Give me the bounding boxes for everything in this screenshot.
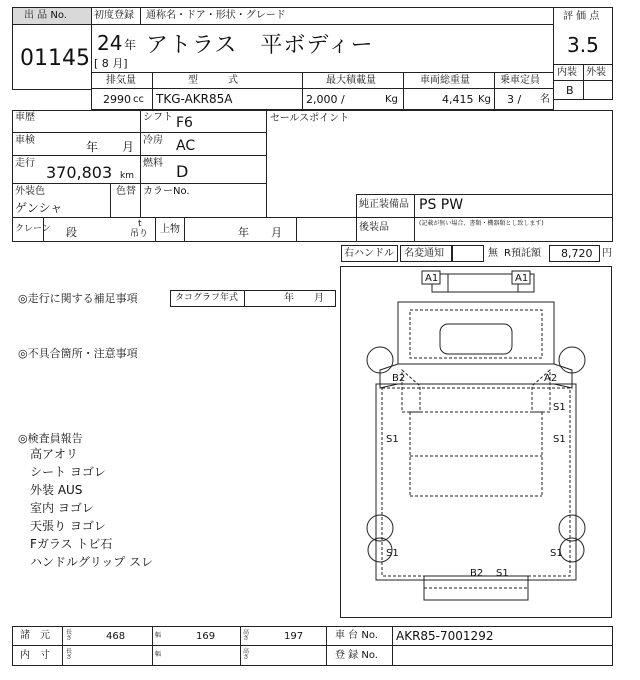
inspector-item: 外装 AUS xyxy=(30,483,83,497)
int-length-label: 長さ xyxy=(66,648,73,661)
displacement-unit: cc xyxy=(133,94,144,105)
exterior-color-label: 外装色 xyxy=(15,186,45,197)
damage-mark: S1 xyxy=(553,402,566,413)
exterior-label: 外装 xyxy=(586,67,606,78)
int-width-label: 幅 xyxy=(155,651,162,658)
reg-no-label: 登 録 No. xyxy=(335,650,378,661)
height-label: 高さ xyxy=(243,629,250,642)
loader-value: 年 月 xyxy=(238,226,282,239)
capacity: 3 / xyxy=(507,93,522,106)
width: 169 xyxy=(196,631,216,642)
handle: 右ハンドル xyxy=(344,248,394,259)
rating-label: 評 価 点 xyxy=(563,11,600,22)
inspector-item: 高アオリ xyxy=(30,447,78,461)
chassis: AKR85-7001292 xyxy=(396,629,494,643)
max-load-label: 最大積載量 xyxy=(326,75,376,86)
mileage-label: 走行 xyxy=(15,158,35,169)
capacity-label: 乗車定員 xyxy=(500,75,540,86)
first-reg-year-unit: 年 xyxy=(124,38,137,52)
damage-mark: S1 xyxy=(550,548,563,559)
inspector-title: ◎検査員報告 xyxy=(18,432,83,445)
first-reg-year: 24 xyxy=(97,31,123,55)
inspector-item: Fガラス トビ石 xyxy=(30,537,113,551)
factory-equipment-label: 純正装備品 xyxy=(359,199,409,210)
max-load: 2,000 / xyxy=(306,93,345,106)
footer-table xyxy=(12,626,613,666)
recycle-unit: 円 xyxy=(602,248,612,259)
listing-no: 01145 xyxy=(20,46,90,71)
rating: 3.5 xyxy=(567,33,599,57)
gross-weight: 4,415 xyxy=(442,93,474,106)
aftermarket-label: 後装品 xyxy=(359,222,389,233)
int-height-label: 高さ xyxy=(243,648,250,661)
interior-dims-label: 内 寸 xyxy=(20,650,50,661)
length-label: 長さ xyxy=(66,629,73,642)
displacement-label: 排気量 xyxy=(106,75,136,86)
aftermarket-note: (記載が無い場合、書類・機器類とし致します) xyxy=(419,220,544,227)
loader-label: 上物 xyxy=(160,224,180,235)
driving-notes-title: ◎走行に関する補足事項 xyxy=(18,292,138,305)
listing-no-label: 出 品 No. xyxy=(24,10,67,21)
length: 468 xyxy=(106,631,126,642)
car-name: アトラス 平ボディー xyxy=(146,33,374,58)
model-label: 型 式 xyxy=(188,75,238,86)
sales-point-label: セールスポイント xyxy=(270,113,350,124)
inspection-label: 車検 xyxy=(15,135,35,146)
fuel: D xyxy=(176,162,189,181)
inspector-item: 天張り ヨゴレ xyxy=(30,519,106,533)
fuel-label: 燃料 xyxy=(143,158,163,169)
interior-label: 内装 xyxy=(557,67,577,78)
damage-mark: A1 xyxy=(425,273,439,284)
dims-label: 諸 元 xyxy=(20,630,50,641)
model: TKG-AKR85A xyxy=(156,92,233,106)
crane-hang: 吊り xyxy=(130,229,149,239)
damage-mark: S1 xyxy=(386,434,399,445)
mileage: 370,803 xyxy=(46,163,113,182)
displacement: 2990 xyxy=(103,93,131,106)
width-label: 幅 xyxy=(155,632,162,639)
ac: AC xyxy=(176,138,196,154)
ac-label: 冷房 xyxy=(143,135,163,146)
inspection-value: 年 月 xyxy=(86,140,135,154)
recycle-label: R預託額 xyxy=(504,248,541,259)
max-load-unit: Kg xyxy=(385,94,398,105)
mileage-unit: km xyxy=(120,171,134,181)
inspector-item: シート ヨゴレ xyxy=(30,465,106,479)
defects-title: ◎不具合箇所・注意事項 xyxy=(18,347,138,360)
history-label: 車歴 xyxy=(15,112,35,123)
interior-grade: B xyxy=(566,84,574,97)
truck-damage-diagram xyxy=(340,266,612,618)
damage-mark: S1 xyxy=(386,548,399,559)
tachograph-label: タコグラフ年式 xyxy=(175,293,239,303)
capacity-unit: 名 xyxy=(540,94,550,105)
gross-weight-label: 車両総重量 xyxy=(420,75,470,86)
exterior-color: ゲンシャ xyxy=(15,201,63,215)
notice-value: 無 xyxy=(488,248,498,259)
damage-mark: S1 xyxy=(496,568,509,579)
first-reg-label: 初度登録 xyxy=(94,10,134,21)
shift-label: シフト xyxy=(143,112,173,123)
chassis-label: 車 台 No. xyxy=(335,630,378,641)
name-label: 通称名・ドア・形状・グレード xyxy=(146,10,286,21)
tachograph-value: 年 月 xyxy=(284,293,324,304)
gross-weight-unit: Kg xyxy=(478,94,491,105)
inspector-item: ハンドルグリップ スレ xyxy=(30,555,154,569)
crane-value: 段 xyxy=(66,226,77,239)
color-no-label: 色替 xyxy=(116,186,136,197)
height: 197 xyxy=(284,631,304,642)
crane-ton: t xyxy=(138,219,142,229)
damage-mark: A2 xyxy=(544,373,558,384)
damage-mark: B2 xyxy=(470,568,484,579)
color-code-label: カラーNo. xyxy=(143,186,190,197)
shift: F6 xyxy=(176,115,193,131)
notice-label: 名変通知 xyxy=(404,248,444,259)
damage-mark: B2 xyxy=(392,373,406,384)
crane-label: クレーン xyxy=(15,224,51,234)
inspector-item: 室内 ヨゴレ xyxy=(30,501,94,515)
diagram-frame xyxy=(341,267,612,618)
recycle-amount: 8,720 xyxy=(561,247,593,260)
notice-mark-cell xyxy=(452,245,484,262)
damage-mark: A1 xyxy=(515,273,529,284)
factory-equipment: PS PW xyxy=(419,197,464,213)
first-reg-month: [ 8 月] xyxy=(94,57,128,70)
damage-mark: S1 xyxy=(553,434,566,445)
